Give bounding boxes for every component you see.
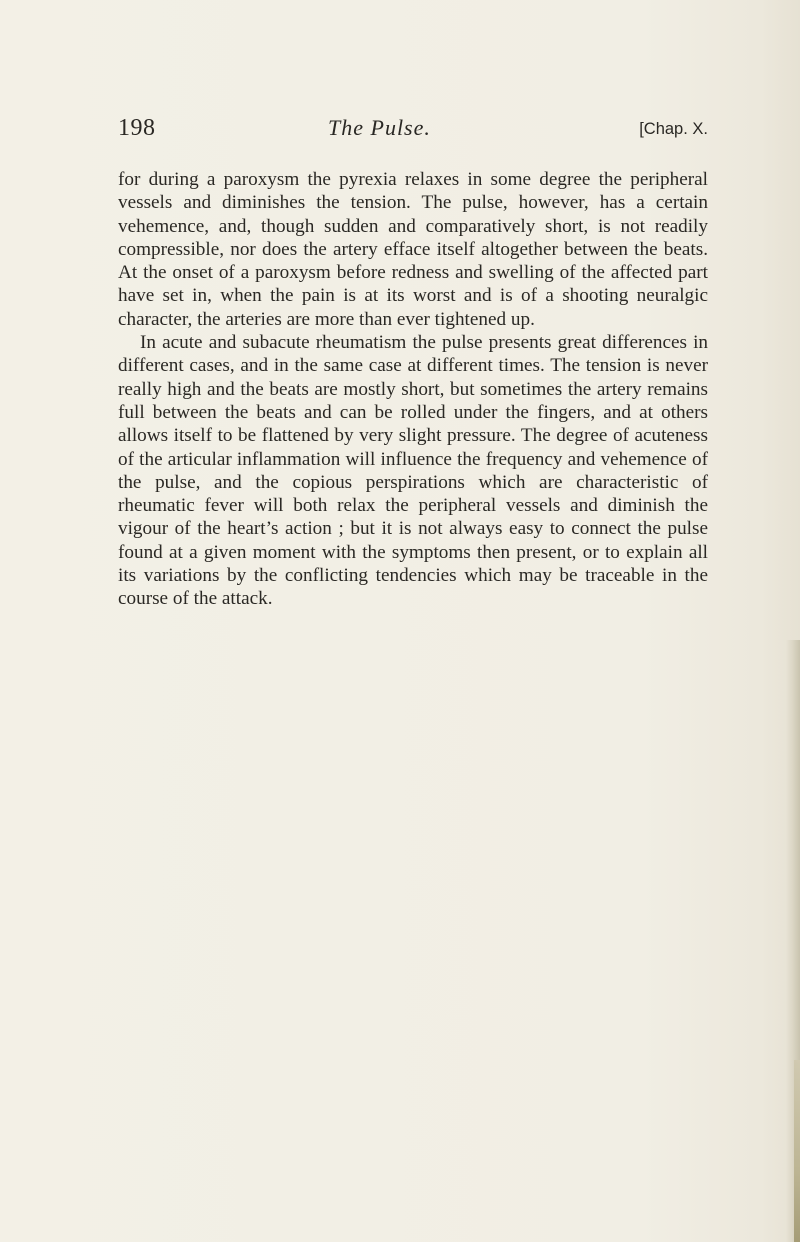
paragraph-2: In acute and subacute rheumatism the pulse presents great differences in different cases, and in the same case at different times. The tension is never really high and the beats are mostly short, but sometimes the artery remains full between the beats and can be rolled under the fingers, and at others allows itself to be flattened by very slight pressure. The degree of acuteness of the articular inflammation will influence the frequency and vehemence of the pulse, and the copious perspirations which are characteristic of rheumatic fever will both relax the peripheral vessels and diminish the vigour of the heart’s action ; but it is not always easy to connect the pulse found at a given moment with the symptoms then present, or to explain all its variations by the conflicting tendencies which may be traceable in the course of the attack. xyxy=(118,332,708,610)
running-header xyxy=(118,114,708,142)
page-edge-stain xyxy=(794,1060,800,1242)
paragraph-1: for during a paroxysm the pyrexia relaxes in some degree the peripheral vessels and diminishes the tension. The pulse, however, has a certain vehemence, and, though sudden and comparatively short, is not readily compressible, nor does the artery efface itself altogether between the beats. At the onset of a paroxysm before redness and swelling of the affected part have set in, when the pain is at its worst and is of a shooting neuralgic character, the arteries are more than ever tightened up. xyxy=(118,169,708,330)
page-number: 198 xyxy=(118,115,156,141)
running-title: The Pulse. xyxy=(328,115,431,140)
chapter-label: [Chap. X. xyxy=(639,120,708,138)
body-text xyxy=(118,168,708,611)
